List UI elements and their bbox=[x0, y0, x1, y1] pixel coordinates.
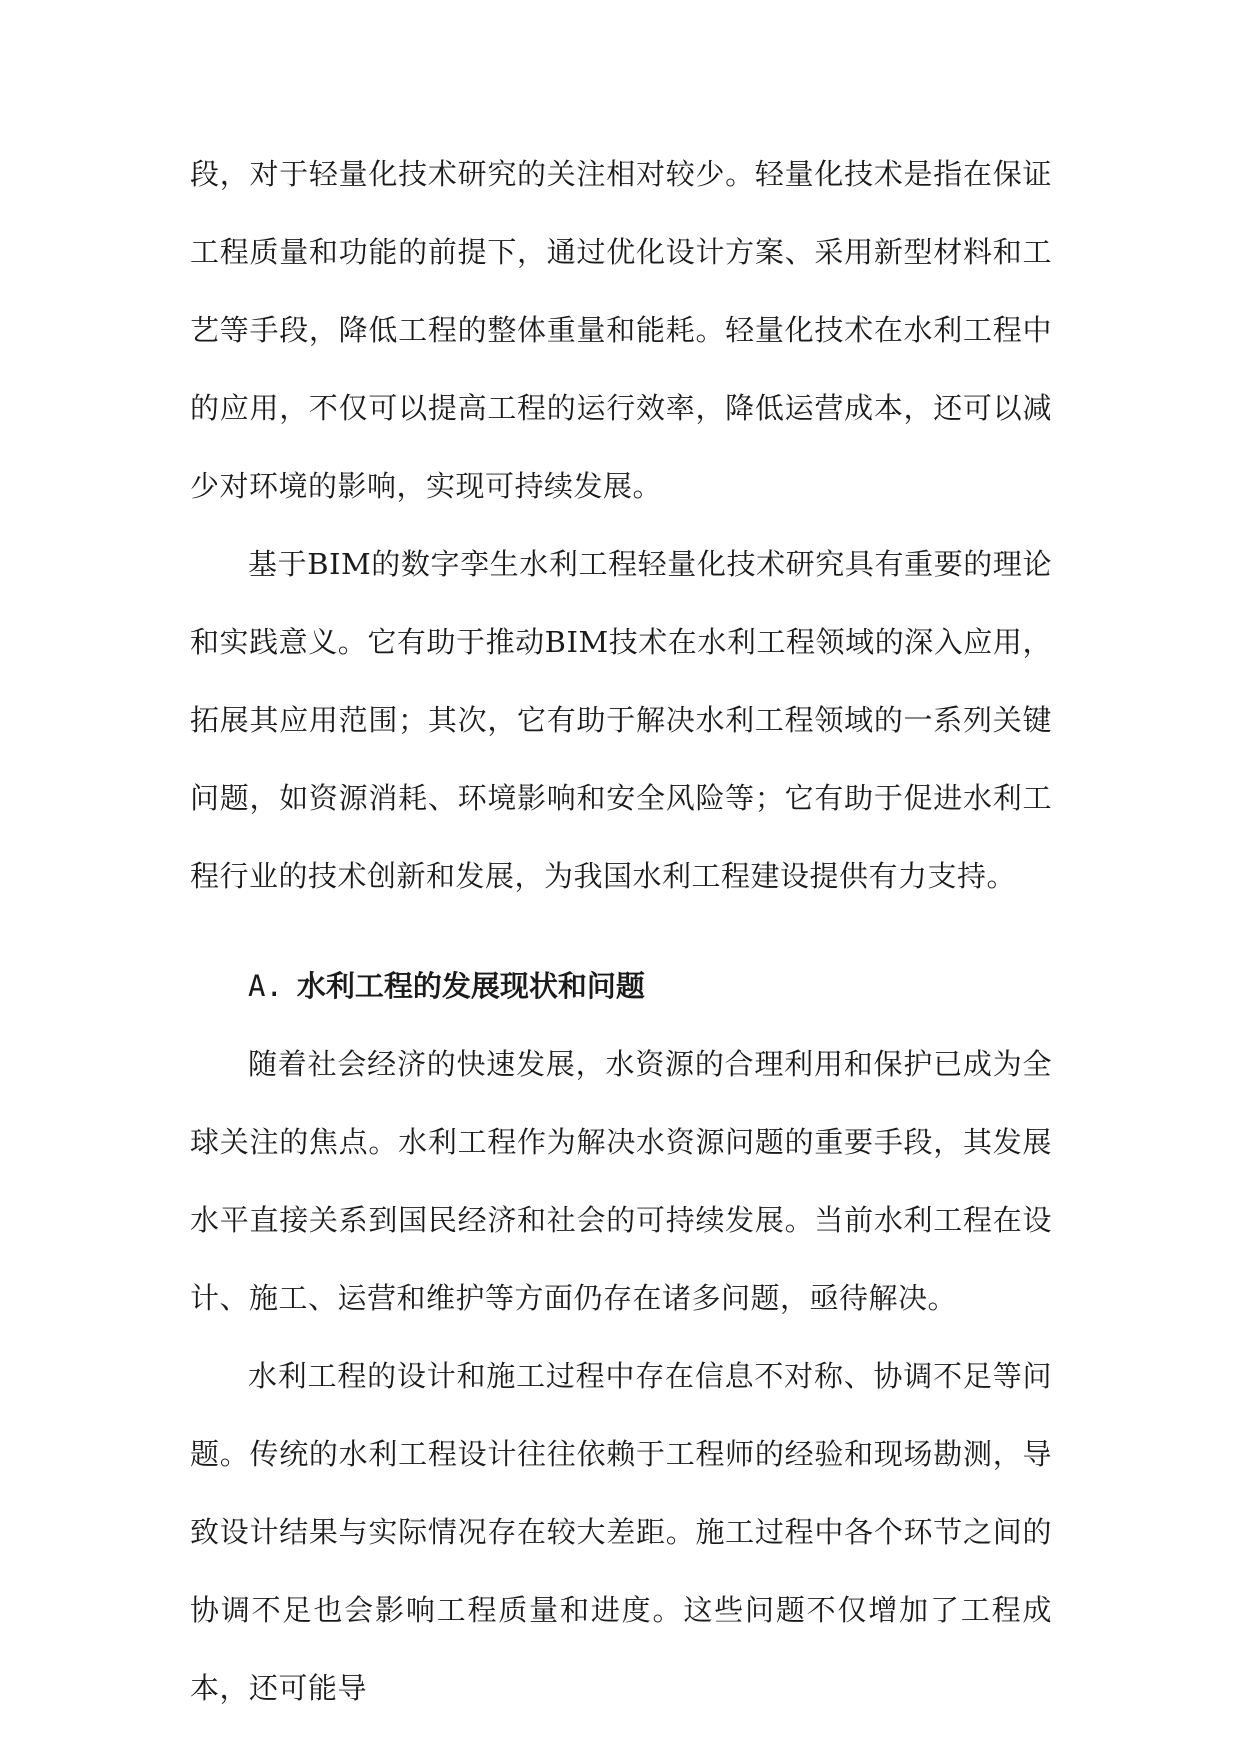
body-paragraph-1: 段，对于轻量化技术研究的关注相对较少。轻量化技术是指在保证工程质量和功能的前提下，通过优化设计方案、采用新型材料和工艺等手段，降低工程的整体重量和能耗。轻量化技术在水利工程中的应用，不仅可以提高工程的运行效率，降低运营成本，还可以减少对环境的影响，实现可持续发展。 bbox=[190, 157, 1052, 503]
body-paragraph-3: 随着社会经济的快速发展，水资源的合理利用和保护已成为全球关注的焦点。水利工程作为解决水资源问题的重要手段，其发展水平直接关系到国民经济和社会的可持续发展。当前水利工程在设计、施工、运营和维护等方面仍存在诸多问题，亟待解决。 bbox=[190, 1047, 1052, 1315]
section-heading bbox=[190, 947, 1052, 1025]
body-paragraph-4: 水利工程的设计和施工过程中存在信息不对称、协调不足等问题。传统的水利工程设计往往依赖于工程师的经验和现场勘测，导致设计结果与实际情况存在较大差距。施工过程中各个环节之间的协调不足也会影响工程质量和进度。这些问题不仅增加了工程成本，还可能导 bbox=[190, 1359, 1052, 1705]
section-number: A. bbox=[248, 969, 283, 1003]
body-paragraph-2: 基于BIM的数字孪生水利工程轻量化技术研究具有重要的理论和实践意义。它有助于推动BIM技术在水利工程领域的深入应用，拓展其应用范围；其次，它有助于解决水利工程领域的一系列关键问题，如资源消耗、环境影响和安全风险等；它有助于促进水利工程行业的技术创新和发展，为我国水利工程建设提供有力支持。 bbox=[190, 547, 1052, 893]
section-title: 水利工程的发展现状和问题 bbox=[296, 969, 645, 1003]
document-page bbox=[190, 135, 1052, 1727]
